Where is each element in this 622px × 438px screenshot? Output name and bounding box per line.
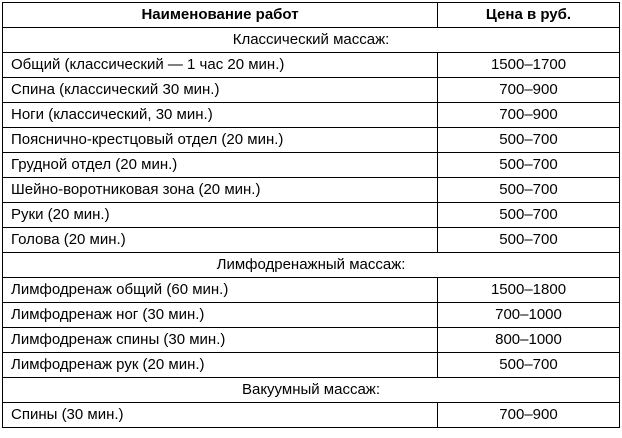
- service-price: 500–700: [438, 153, 620, 178]
- table-row: [3, 153, 620, 178]
- service-name: Общий (классический — 1 час 20 мин.): [3, 53, 438, 78]
- service-price: 500–700: [438, 128, 620, 153]
- column-header-price: Цена в руб.: [438, 3, 620, 28]
- service-price: 500–700: [438, 203, 620, 228]
- service-price: 1500–1700: [438, 53, 620, 78]
- column-header-name: Наименование работ: [3, 3, 438, 28]
- table-row: [3, 328, 620, 353]
- service-price: 700–900: [438, 78, 620, 103]
- section-title: Классический массаж:: [3, 28, 620, 53]
- section-title: Лимфодренажный массаж:: [3, 253, 620, 278]
- table-row: [3, 128, 620, 153]
- table-row: [3, 53, 620, 78]
- service-name: Ноги (классический, 30 мин.): [3, 103, 438, 128]
- table-row: [3, 403, 620, 428]
- section-heading-vacuum: [3, 378, 620, 403]
- service-name: Лимфодренаж общий (60 мин.): [3, 278, 438, 303]
- table-header-row: [3, 3, 620, 28]
- table-row: [3, 303, 620, 328]
- service-price: 1500–1800: [438, 278, 620, 303]
- service-price: 700–1000: [438, 303, 620, 328]
- table-row: [3, 203, 620, 228]
- table-row: [3, 278, 620, 303]
- service-name: Лимфодренаж спины (30 мин.): [3, 328, 438, 353]
- table-row: [3, 353, 620, 378]
- service-name: Спина (классический 30 мин.): [3, 78, 438, 103]
- table-row: [3, 103, 620, 128]
- price-table: [2, 2, 620, 428]
- table-row: [3, 228, 620, 253]
- service-price: 500–700: [438, 228, 620, 253]
- service-name: Лимфодренаж рук (20 мин.): [3, 353, 438, 378]
- table-row: [3, 78, 620, 103]
- service-price: 700–900: [438, 403, 620, 428]
- section-heading-lymph: [3, 253, 620, 278]
- service-name: Лимфодренаж ног (30 мин.): [3, 303, 438, 328]
- service-name: Пояснично-крестцовый отдел (20 мин.): [3, 128, 438, 153]
- service-name: Руки (20 мин.): [3, 203, 438, 228]
- service-name: Грудной отдел (20 мин.): [3, 153, 438, 178]
- service-name: Шейно-воротниковая зона (20 мин.): [3, 178, 438, 203]
- service-price: 500–700: [438, 353, 620, 378]
- service-price: 800–1000: [438, 328, 620, 353]
- section-title: Вакуумный массаж:: [3, 378, 620, 403]
- service-name: Спины (30 мин.): [3, 403, 438, 428]
- service-name: Голова (20 мин.): [3, 228, 438, 253]
- section-heading-classic: [3, 28, 620, 53]
- service-price: 500–700: [438, 178, 620, 203]
- service-price: 700–900: [438, 103, 620, 128]
- table-row: [3, 178, 620, 203]
